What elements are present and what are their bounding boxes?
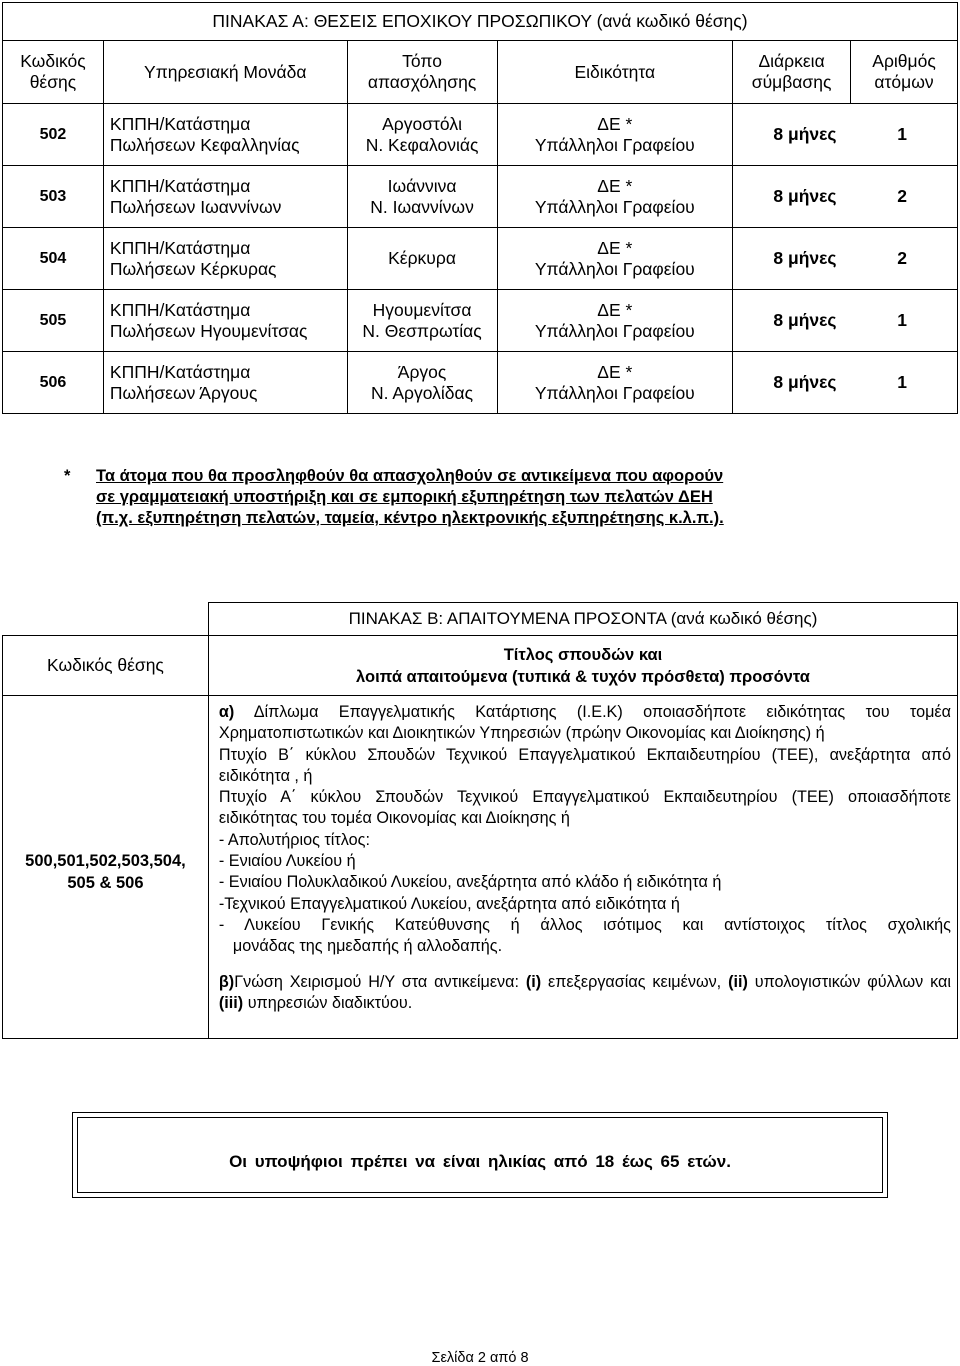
row-unit: ΚΠΠΗ/Κατάστημα Πωλήσεων Ηγουμενίτσας — [103, 290, 347, 352]
row-specialty: ΔΕ * Υπάλληλοι Γραφείου — [497, 166, 733, 228]
header-specialty: Ειδικότητα — [497, 41, 733, 104]
table-row — [3, 166, 958, 228]
row-place: Αργοστόλι Ν. Κεφαλονιάς — [347, 104, 497, 166]
note-line: σε γραμματειακή υποστήριξη και σε εμπορική εξυπηρέτηση των πελατών ΔΕΗ — [96, 488, 713, 506]
table-a-header-row — [3, 41, 958, 104]
row-code: 503 — [3, 166, 104, 228]
row-specialty: ΔΕ * Υπάλληλοι Γραφείου — [497, 352, 733, 414]
qual-a-line: - Ενιαίου Πολυκλαδικού Λυκείου, ανεξάρτητα από κλάδο ή ειδικότητα ή — [218, 873, 722, 892]
row-specialty: ΔΕ * Υπάλληλοι Γραφείου — [497, 228, 733, 290]
row-place: Κέρκυρα — [347, 228, 497, 290]
row-code: 502 — [3, 104, 104, 166]
note-star: * — [64, 467, 71, 485]
table-row — [3, 228, 958, 290]
table-a-title: ΠΙΝΑΚΑΣ Α: ΘΕΣΕΙΣ ΕΠΟΧΙΚΟΥ ΠΡΟΣΩΠΙΚΟΥ (ανά κωδικό θέσης) — [3, 3, 958, 41]
qual-a-line: - Απολυτήριος τίτλος: — [218, 830, 370, 849]
table-a — [2, 2, 958, 414]
row-count: 1 — [851, 104, 958, 166]
table-row — [3, 352, 958, 414]
table-b — [2, 602, 958, 1039]
header-unit: Υπηρεσιακή Μονάδα — [103, 41, 347, 104]
header-code: Κωδικός θέσης — [3, 41, 104, 104]
row-unit: ΚΠΠΗ/Κατάστημα Πωλήσεων Κεφαλληνίας — [103, 104, 347, 166]
row-count: 2 — [851, 166, 958, 228]
row-count: 2 — [851, 228, 958, 290]
note-line: (π.χ. εξυπηρέτηση πελατών, ταμεία, κέντρο ηλεκτρονικής εξυπηρέτησης κ.λ.π.). — [96, 509, 724, 527]
age-requirement-text: Οι υποψήφιοι πρέπει να είναι ηλικίας από 18 έως 65 ετών. — [229, 1152, 731, 1171]
qual-a-line: - Ενιαίου Λυκείου ή — [218, 852, 356, 871]
age-requirement-box — [72, 1112, 888, 1198]
row-duration: 8 μήνες — [733, 166, 851, 228]
row-specialty: ΔΕ * Υπάλληλοι Γραφείου — [497, 290, 733, 352]
row-unit: ΚΠΠΗ/Κατάστημα Πωλήσεων Άργους — [103, 352, 347, 414]
row-duration: 8 μήνες — [733, 104, 851, 166]
position-codes: 500,501,502,503,504, 505 & 506 — [3, 696, 209, 1039]
table-b-spacer — [3, 603, 209, 636]
table-row — [3, 104, 958, 166]
row-place: Ηγουμενίτσα Ν. Θεσπρωτίας — [347, 290, 497, 352]
table-row — [3, 290, 958, 352]
row-duration: 8 μήνες — [733, 290, 851, 352]
note-line: Τα άτομα που θα προσληφθούν θα απασχοληθούν σε αντικείμενα που αφορούν — [96, 467, 724, 485]
qual-a-line: μονάδας της ημεδαπής ή αλλοδαπής. — [232, 937, 503, 956]
row-place: Ιωάννινα Ν. Ιωαννίνων — [347, 166, 497, 228]
row-code: 505 — [3, 290, 104, 352]
page-footer: Σελίδα 2 από 8 — [431, 1350, 529, 1366]
header-place: Τόπο απασχόλησης — [347, 41, 497, 104]
qual-a-line: - Λυκείου Γενικής Κατεύθυνσης ή άλλος ισότιμος και αντίστοιχος τίτλος σχολικής — [218, 915, 951, 934]
qual-a-line: -Τεχνικού Επαγγελματικού Λυκείου, ανεξάρτητα από ειδικότητα ή — [218, 894, 680, 913]
qual-b-paragraph: β)Γνώση Χειρισμού Η/Υ στα αντικείμενα: (i) επεξεργασίας κειμένων, (ii) υπολογιστικών φύλλων και (iii) υπηρεσιών διαδικτύου. — [218, 972, 951, 1012]
row-unit: ΚΠΠΗ/Κατάστημα Πωλήσεων Κέρκυρας — [103, 228, 347, 290]
table-b-title: ΠΙΝΑΚΑΣ Β: ΑΠΑΙΤΟΥΜΕΝΑ ΠΡΟΣΟΝΤΑ (ανά κωδικό θέσης) — [208, 603, 957, 636]
qual-a-paragraph: Πτυχίο Α΄ κύκλου Σπουδών Τεχνικού Επαγγελματικού Εκπαιδευτηρίου (ΤΕΕ) οποιασδήποτε ειδικότητας του τομέα Οικονομίας και Διοίκησης ή — [218, 788, 951, 828]
qualifications-text — [208, 696, 957, 1039]
row-count: 1 — [851, 290, 958, 352]
qual-a-paragraph: Πτυχίο Β΄ κύκλου Σπουδών Τεχνικού Επαγγελματικού Εκπαιδευτηρίου (ΤΕΕ), ανεξάρτητα από ειδικότητα , ή — [218, 745, 951, 785]
header-qualifications: Τίτλος σπουδών και λοιπά απαιτούμενα (τυπικά & τυχόν πρόσθετα) προσόντα — [208, 636, 957, 696]
row-specialty: ΔΕ * Υπάλληλοι Γραφείου — [497, 104, 733, 166]
header-position-code: Κωδικός θέσης — [3, 636, 209, 696]
row-duration: 8 μήνες — [733, 352, 851, 414]
row-code: 506 — [3, 352, 104, 414]
row-code: 504 — [3, 228, 104, 290]
header-count: Αριθμός ατόμων — [851, 41, 958, 104]
row-unit: ΚΠΠΗ/Κατάστημα Πωλήσεων Ιωαννίνων — [103, 166, 347, 228]
row-duration: 8 μήνες — [733, 228, 851, 290]
qual-a-paragraph: α) Δίπλωμα Επαγγελματικής Κατάρτισης (Ι.Ε.Κ) οποιασδήποτε ειδικότητας του τομέα Χρηματοπιστωτικών και Διοικητικών Υπηρεσιών (πρώην Οικονομίας και Διοίκησης) ή — [218, 703, 951, 743]
row-count: 1 — [851, 352, 958, 414]
header-duration: Διάρκεια σύμβασης — [733, 41, 851, 104]
row-place: Άργος Ν. Αργολίδας — [347, 352, 497, 414]
